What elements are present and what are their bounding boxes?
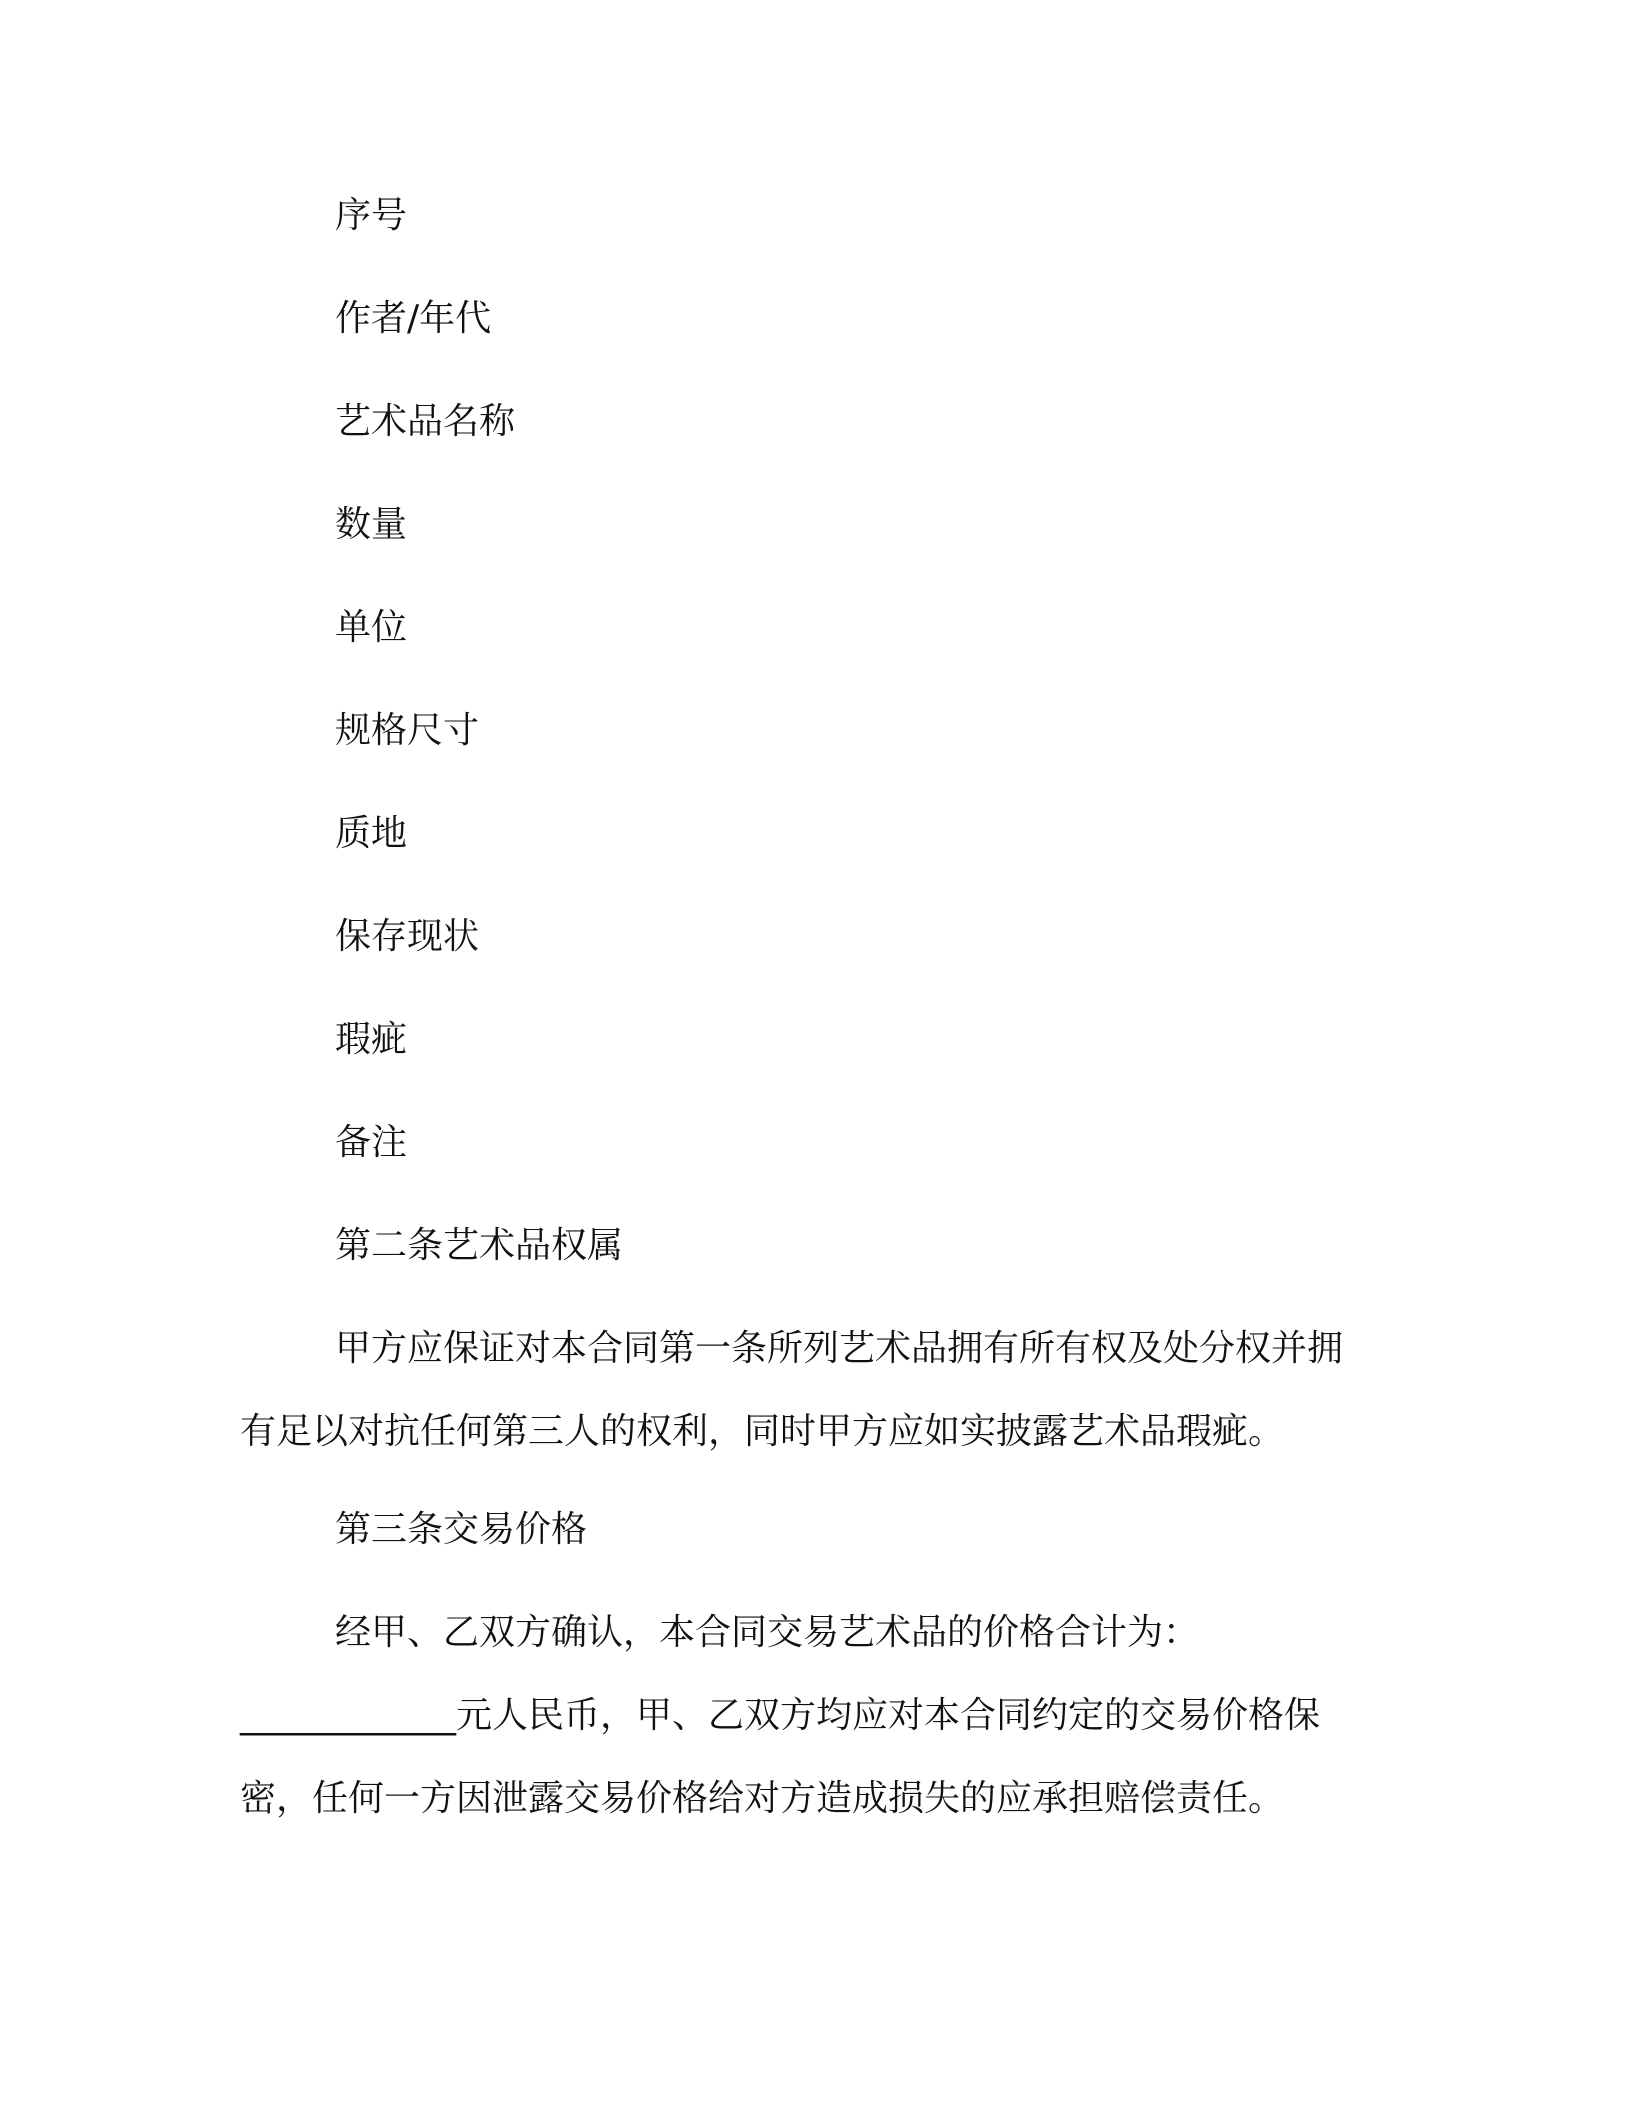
field-artwork-name: 艺术品名称	[335, 401, 516, 442]
field-author-era: 作者/年代	[335, 298, 492, 339]
article3-line2: ____________元人民币，甲、乙双方均应对本合同约定的交易价格保	[240, 1695, 1321, 1736]
article2-heading: 第二条艺术品权属	[335, 1225, 624, 1266]
field-unit: 单位	[335, 607, 408, 648]
field-defects: 瑕疵	[335, 1019, 408, 1060]
field-condition: 保存现状	[335, 916, 480, 957]
field-quantity: 数量	[335, 504, 408, 545]
article3-line1: 经甲、乙双方确认，本合同交易艺术品的价格合计为：	[335, 1612, 1200, 1653]
field-serial-number: 序号	[335, 195, 408, 236]
field-remarks: 备注	[335, 1122, 408, 1163]
field-dimensions: 规格尺寸	[335, 710, 480, 751]
article3-line3: 密，任何一方因泄露交易价格给对方造成损失的应承担赔偿责任。	[240, 1778, 1285, 1819]
article2-line1: 甲方应保证对本合同第一条所列艺术品拥有所有权及处分权并拥	[335, 1328, 1344, 1369]
article3-heading: 第三条交易价格	[335, 1509, 588, 1550]
field-material: 质地	[335, 813, 408, 854]
article2-line2: 有足以对抗任何第三人的权利，同时甲方应如实披露艺术品瑕疵。	[240, 1411, 1285, 1452]
